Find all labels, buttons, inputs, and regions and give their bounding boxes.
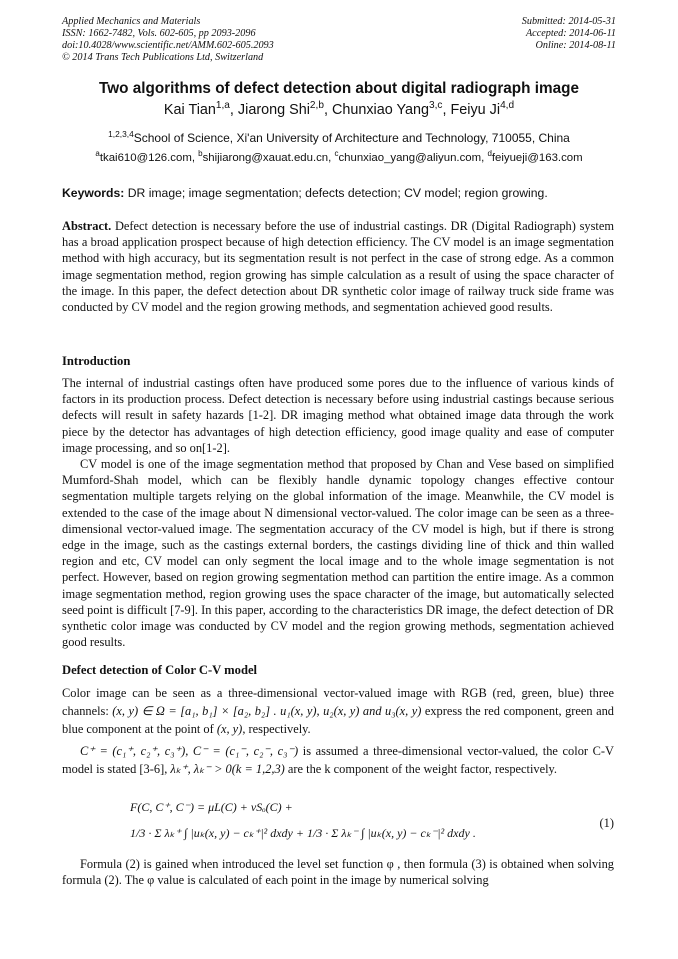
intro-paragraph-1: The internal of industrial castings often have produced some pores due to the influence of various kinds of factors in its production process. Defect detection is necessary before using industrial castings because serious defects will result in safety hazards [1-2]. DR imaging method what obtained image data through the work piece by the detector has advantages of high detection efficiency, good image quality and ease of computer image processing, and so on[1-2]. (62, 376, 614, 455)
journal-name: Applied Mechanics and Materials (62, 16, 201, 27)
dates-info (522, 16, 616, 52)
email-link[interactable]: chunxiao_yang@aliyun.com, (338, 152, 488, 164)
inline-math: C⁺ = (c₁⁺, c₂⁺, c₃⁺), C⁻ = (c₁⁻, c₂⁻, c₃⁻) (80, 744, 299, 758)
author-name: Jiarong Shi (237, 102, 310, 118)
email-link[interactable]: tkai610@126.com, (99, 152, 199, 164)
author-name: Feiyu Ji (450, 102, 501, 118)
abstract (62, 218, 614, 315)
affiliation (0, 131, 678, 145)
doi: doi:10.4028/www.scientific.net/AMM.602-605.2093 (62, 40, 274, 51)
text-run: express the red component, green and blue component at the point of (62, 704, 615, 736)
affiliation-text: School of Science, Xi'an University of Architecture and Technology, 710055, China (133, 131, 570, 145)
author-sup: 4,d (500, 100, 515, 112)
paper-title: Two algorithms of defect detection about digital radiograph image (99, 80, 579, 97)
author-sup: 3,c (429, 100, 443, 112)
email-list (0, 149, 678, 164)
text-run: , respectively. (242, 722, 311, 736)
affiliation-sup: 1,2,3,4 (108, 129, 134, 139)
section-heading-introduction: Introduction (62, 354, 131, 368)
equation-1-line-2: 1/3 · Σ λₖ⁺ ∫ |uₖ(x, y) − cₖ⁺|² dxdy + 1/3 · Σ λₖ⁻ ∫ |uₖ(x, y) − cₖ⁻|² dxdy . (130, 826, 476, 840)
text-run: Color image can be seen as a three-dimensional vector-valued image with RGB (red, green, blue) three channels: (62, 686, 614, 718)
author-name: Chunxiao Yang (331, 102, 430, 118)
inline-math: (x, y) ∈ Ω = [a₁, b₁] × [a₂, b₂] . u₁(x, y), u₂(x, y) and u₃(x, y) (112, 704, 422, 718)
inline-math: λₖ⁺, λₖ⁻ > 0(k = 1,2,3) (170, 762, 285, 776)
issn: ISSN: 1662-7482, Vols. 602-605, pp 2093-2096 (62, 28, 256, 39)
copyright: © 2014 Trans Tech Publications Ltd, Switzerland (62, 52, 264, 63)
section2-paragraph-3-block (62, 856, 614, 888)
section2-paragraph-1 (62, 684, 614, 738)
author-list: Kai Tian$^{1,a}$, Jiarong Shi$^{2,b}$, Chunxiao Yang$^{3,c}$, Feiyu Ji$^{4,d}$ (163, 100, 515, 118)
email-link[interactable]: feiyueji@163.com (491, 152, 583, 164)
introduction-body (62, 375, 614, 650)
email-sup: c (334, 149, 339, 159)
accepted-date: Accepted: 2014-06-11 (525, 28, 616, 39)
keywords (62, 186, 548, 200)
section2-body (62, 684, 614, 778)
abstract-text: Defect detection is necessary before the use of industrial castings. DR (Digital Radiograph) system has a broad application prospect because of high detection efficiency. The CV model is an image segmentation method with high accuracy, but its segmentation result is not perfect in the case of strong edge. As a common image segmentation method, region growing has simple calculation as a result of using the space character of the image. In this paper, the defect detection about DR synthetic color image of railway truck side frame was conducted by CV model and the region growing methods, and segmentation achieved good results. (62, 219, 614, 315)
online-date: Online: 2014-08-11 (535, 40, 616, 51)
text-run: are the k component of the weight factor, respectively. (284, 762, 558, 776)
email-link[interactable]: shijiarong@xauat.edu.cn, (202, 152, 335, 164)
email-sup: a (95, 149, 100, 159)
email-sup: d (487, 149, 492, 159)
section2-paragraph-2 (62, 742, 614, 778)
keywords-label: Keywords: (62, 186, 125, 200)
keywords-text: DR image; image segmentation; defects detection; CV model; region growing. (124, 186, 548, 200)
section2-paragraph-3: Formula (2) is gained when introduced the level set function φ , then formula (3) is obtained when solving formula (2). The φ value is calculated of each point in the image by numerical solving (62, 857, 614, 888)
journal-info (62, 16, 274, 64)
author-name: Kai Tian (163, 102, 216, 118)
author-sup: 2,b (309, 100, 324, 112)
inline-math: (x, y) (216, 722, 243, 736)
equation-number: (1) (599, 816, 614, 830)
section-heading-color-cv: Defect detection of Color C-V model (62, 663, 258, 677)
author-sup: 1,a (215, 100, 230, 112)
equation-1-line-1: F(C, C⁺, C⁻) = μL(C) + νSₒ(C) + (130, 800, 293, 814)
submitted-date: Submitted: 2014-05-31 (521, 16, 616, 27)
abstract-label: Abstract. (62, 219, 112, 233)
intro-paragraph-2: CV model is one of the image segmentation method that proposed by Chan and Vese based on simplified Mumford-Shah model, which can be flexibly handle dynamic topology changes effective contour segmentation multiple targets relying on the global information of the image. Meanwhile, the CV model is extended to the case of the image about N dimensional vector-valued. The color image can be seen as a three-dimensional vector-valued image. The segmentation accuracy of the CV model is high, but if there is strong edge in the image, such as the castings external borders, the castings dividing line of thick and thin walled region and etc, CV model can only segment the local image and to the whole image segmentation is not perfect. However, based on region growing segmentation method can partition the entire image. As a common image segmentation method, region growing uses the space character of the image, but automatically selected seed point is difficult [7-9]. In this paper, according to the characteristics DR image, the defect detection of DR synthetic color image was conducted by CV model and the region growing methods, segmentation achieved good results. (62, 457, 614, 650)
text-run: is assumed a three-dimensional vector-valued, the color C-V model is stated [3-6], (62, 744, 614, 776)
email-sup: b (198, 149, 203, 159)
